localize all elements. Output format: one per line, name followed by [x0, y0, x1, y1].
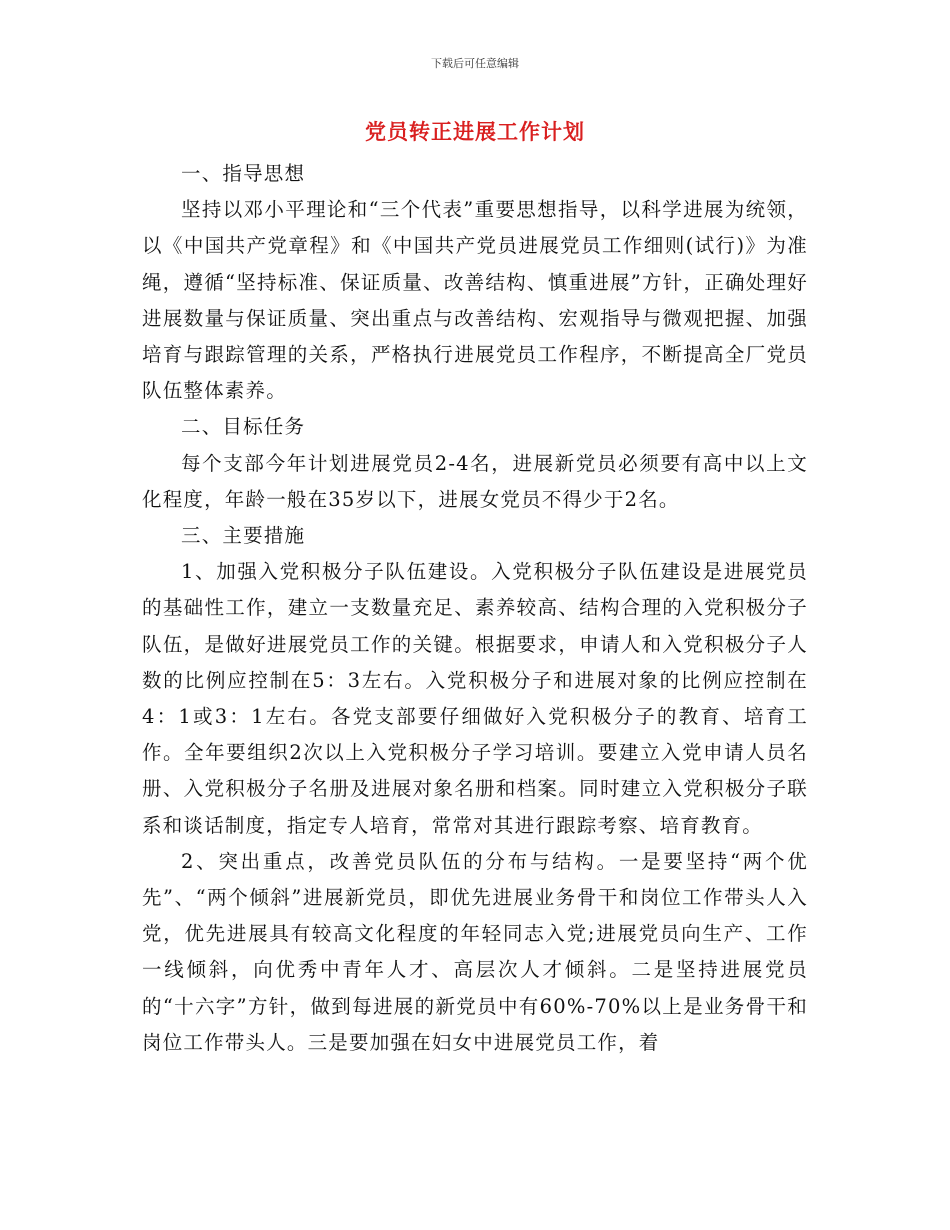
paragraph-measure-1: 1、加强入党积极分子队伍建设。入党积极分子队伍建设是进展党员的基础性工作，建立一支数量充足、素养较高、结构合理的入党积极分子队伍，是做好进展党员工作的关键。根据要求，申请人和入党积极分子人数的比例应控制在5：3左右。入党积极分子和进展对象的比例应控制在4：1或3：1左右。各党支部要仔细做好入党积极分子的教育、培育工作。全年要组织2次以上入党积极分子学习培训。要建立入党申请人员名册、入党积极分子名册及进展对象名册和档案。同时建立入党积极分子联系和谈话制度，指定专人培育，常常对其进行跟踪考察、培育教育。	[142, 560, 808, 837]
section-heading-measures: 三、主要措施	[181, 524, 306, 548]
section-heading-guiding-ideology: 一、指导思想	[181, 162, 306, 185]
section-heading-goals: 二、目标任务	[181, 415, 306, 439]
paragraph-guiding-ideology: 坚持以邓小平理论和“三个代表”重要思想指导，以科学进展为统领，以《中国共产党章程》和《中国共产党员进展党员工作细则(试行)》为准绳，遵循“坚持标准、保证质量、改善结构、慎重进展”方针，正确处理好进展数量与保证质量、突出重点与改善结构、宏观指导与微观把握、加强培育与跟踪管理的关系，严格执行进展党员工作程序，不断提高全厂党员队伍整体素养。	[142, 198, 808, 403]
paragraph-goals: 每个支部今年计划进展党员2-4名，进展新党员必须要有高中以上文化程度，年龄一般在35岁以下，进展女党员不得少于2名。	[142, 451, 808, 511]
page-header: 下载后可任意编辑	[431, 57, 519, 70]
document-body	[142, 156, 808, 1061]
document-title: 党员转正进展工作计划	[365, 120, 585, 144]
paragraph-measure-2: 2、突出重点，改善党员队伍的分布与结构。一是要坚持“两个优先”、“两个倾斜”进展新党员，即优先进展业务骨干和岗位工作带头人入党，优先进展具有较高文化程度的年轻同志入党;进展党员向生产、工作一线倾斜，向优秀中青年人才、高层次人才倾斜。二是坚持进展党员的“十六字”方针，做到每进展的新党员中有60%-70%以上是业务骨干和岗位工作带头人。三是要加强在妇女中进展党员工作，着	[142, 849, 808, 1054]
